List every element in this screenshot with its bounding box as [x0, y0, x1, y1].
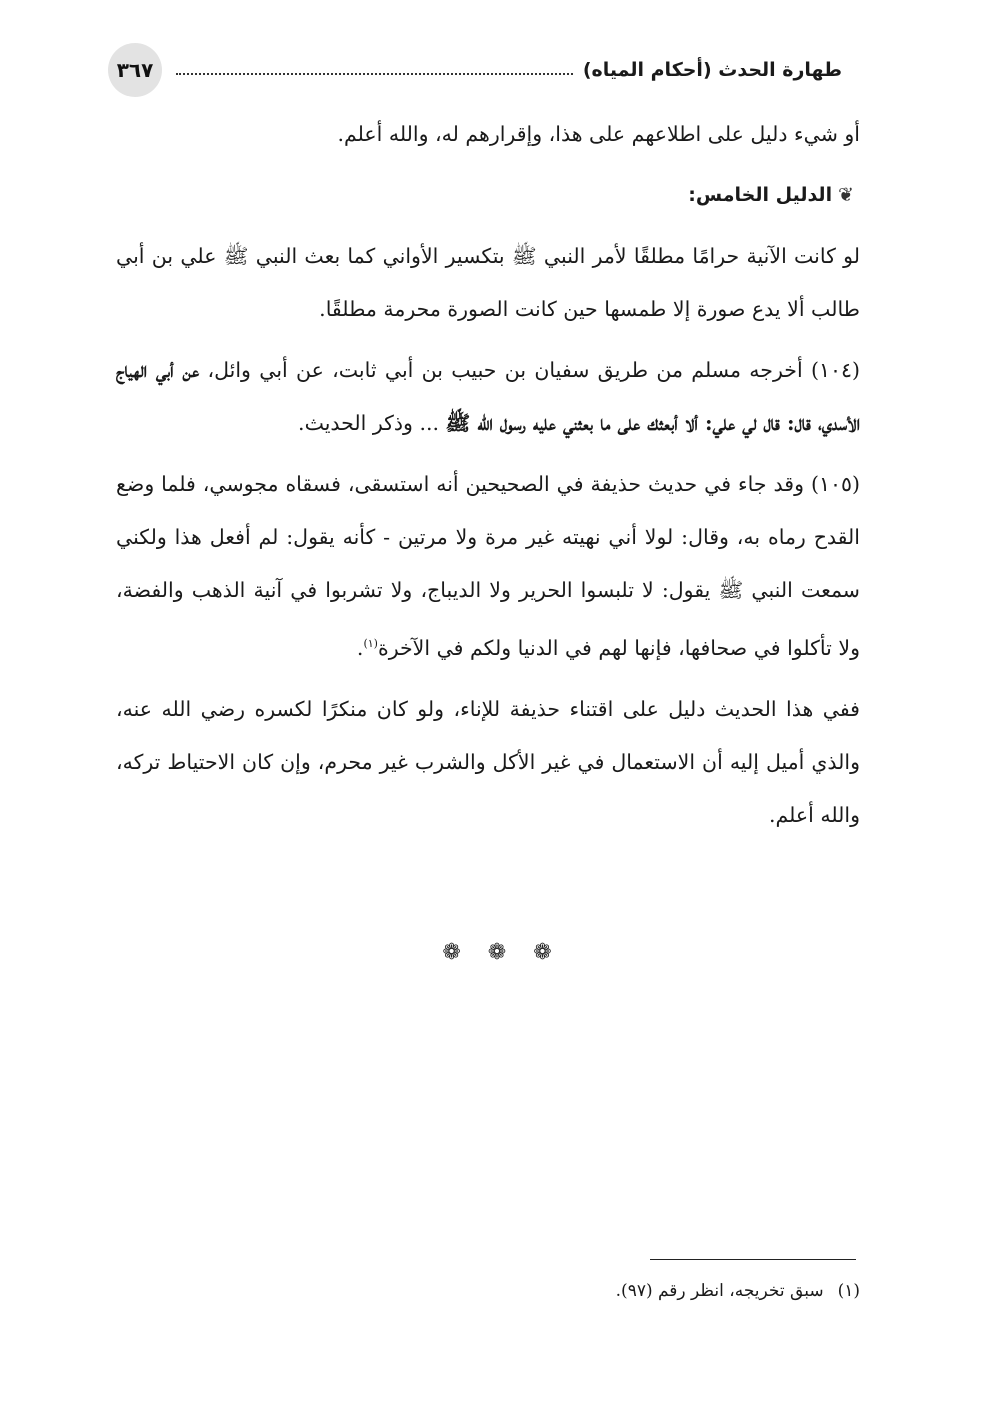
page-number: ٣٦٧	[108, 43, 162, 97]
paragraph-4: ففي هذا الحديث دليل على اقتناء حذيفة للإناء، ولو كان منكرًا لكسره رضي الله عنه، والذي أميل إليه أن الاستعمال في غير الأكل والشرب غير محرم، وإن كان الاحتياط تركه، والله أعلم.	[116, 696, 860, 827]
paragraph-3-text: (١٠٥) وقد جاء في حديث حذيفة في الصحيحين أنه استسقى، فسقاه مجوسي، فلما وضع القدح رماه به، وقال: لولا أني نهيته غير مرة ولا مرتين - كأنه يقول: لم أفعل هذا ولكني سمعت النبي ﷺ يقول: لا تلبسوا الحرير ولا الديباج، ولا تشربوا في آنية الذهب والفضة، ولا تأكلوا في صحافها، فإنها لهم في الدنيا ولكم في الآخرة	[116, 472, 860, 660]
intro-line: أو شيء دليل على اطلاعهم على هذا، وإقرارهم له، والله أعلم.	[337, 122, 860, 146]
paragraph-2	[116, 344, 860, 450]
paragraph-2-quote: عن أبي الهياج الأسدي، قال: قال لي علي: ألا أبعثك على ما بعثني عليه رسول الله ﷺ	[116, 358, 860, 435]
footnote-ref[interactable]: (١)	[363, 637, 378, 650]
footnote-text: سبق تخريجه، انظر رقم (٩٧).	[615, 1281, 824, 1301]
footnote	[116, 1276, 860, 1306]
footnote-number: (١)	[837, 1281, 860, 1301]
page-title: طهارة الحدث (أحكام المياه)	[582, 59, 842, 81]
page-header	[108, 42, 858, 98]
paragraph-3-end: .	[356, 635, 364, 660]
section-heading	[116, 169, 860, 222]
paragraph-1: لو كانت الآنية حرامًا مطلقًا لأمر النبي ﷺ بتكسير الأواني كما بعث النبي ﷺ علي بن أبي طالب ألا يدع صورة إلا طمسها حين كانت الصورة محرمة مطلقًا.	[116, 244, 860, 321]
paragraph-3	[116, 458, 860, 675]
header-dotted-leader	[176, 73, 573, 75]
footnote-divider	[650, 1259, 856, 1260]
leaf-ornament-icon: ❦	[838, 184, 854, 206]
paragraph-2-tail: ... وذكر الحديث.	[298, 411, 446, 435]
paragraph-2-intro: (١٠٤) أخرجه مسلم من طريق سفيان بن حبيب بن أبي ثابت، عن أبي وائل،	[207, 358, 860, 382]
main-text	[116, 108, 860, 850]
heading-text: الدليل الخامس:	[688, 184, 833, 206]
section-separator: ❁ ❁ ❁	[442, 940, 562, 965]
